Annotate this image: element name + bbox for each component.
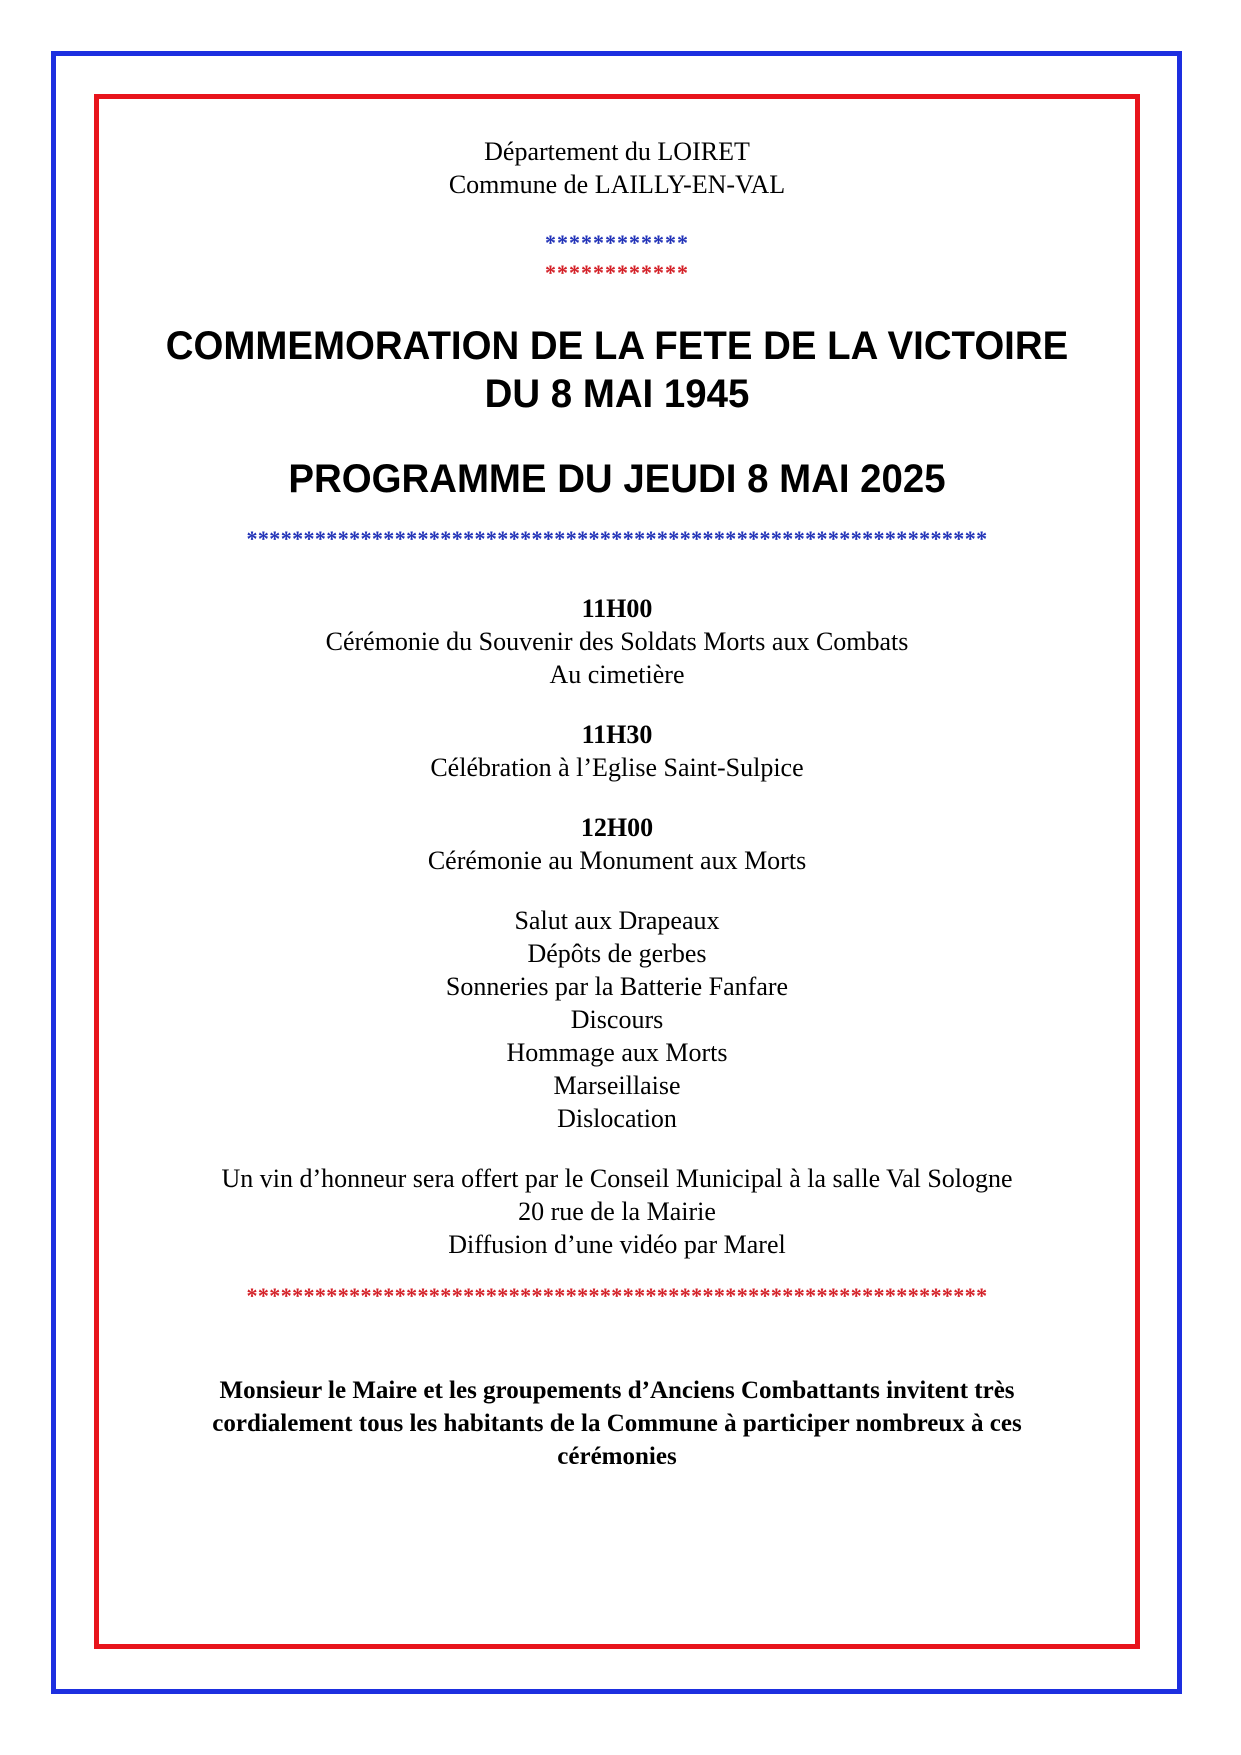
closing-line: Monsieur le Maire et les groupements d’Anciens Combattants invitent très — [219, 1377, 1015, 1404]
ceremony-step: Hommage aux Morts — [506, 1038, 728, 1067]
title-block — [99, 322, 1135, 503]
reception-video: Diffusion d’une vidéo par Marel — [448, 1230, 786, 1259]
reception-line: Un vin d’honneur sera offert par le Conseil Municipal à la salle Val Sologne — [221, 1164, 1013, 1193]
schedule-description: Célébration à l’Eglise Saint-Sulpice — [430, 753, 804, 782]
ceremony-step: Marseillaise — [553, 1071, 681, 1100]
ceremony-step: Dépôts de gerbes — [527, 939, 707, 968]
schedule-time: 12H00 — [580, 813, 654, 842]
schedule-item — [99, 718, 1135, 784]
ceremony-step: Salut aux Drapeaux — [514, 906, 720, 935]
schedule-item — [99, 592, 1135, 691]
commune-line: Commune de LAILLY-EN-VAL — [448, 170, 786, 199]
reception-address: 20 rue de la Mairie — [518, 1197, 716, 1226]
separator-short-blue: ************ — [545, 230, 689, 255]
closing-invitation — [99, 1374, 1135, 1473]
poster-content — [99, 99, 1135, 1473]
short-separators — [99, 228, 1135, 288]
programme-title: PROGRAMME DU JEUDI 8 MAI 2025 — [288, 457, 946, 501]
separator-short-red: ************ — [545, 260, 689, 285]
separator-long-blue: ***************************************************************** — [246, 526, 988, 551]
schedule-time: 11H00 — [581, 594, 653, 623]
separator-long-red: ***************************************************************** — [246, 1283, 988, 1308]
ceremony-step: Sonneries par la Batterie Fanfare — [445, 972, 789, 1001]
schedule-location: Au cimetière — [549, 660, 685, 689]
header-block — [99, 135, 1135, 201]
ceremony-step: Discours — [570, 1005, 664, 1034]
department-line: Département du LOIRET — [484, 137, 750, 166]
reception-block — [99, 1162, 1135, 1261]
ceremony-steps — [99, 904, 1135, 1135]
ceremony-step: Dislocation — [557, 1104, 677, 1133]
closing-line: cordialement tous les habitants de la Commune à participer nombreux à ces — [212, 1410, 1022, 1437]
schedule-description: Cérémonie du Souvenir des Soldats Morts aux Combats — [325, 627, 909, 656]
schedule-block — [99, 592, 1135, 877]
schedule-time: 11H30 — [581, 720, 653, 749]
main-title-line2: DU 8 MAI 1945 — [484, 372, 750, 416]
main-title-line1: COMMEMORATION DE LA FETE DE LA VICTOIRE — [165, 324, 1069, 368]
closing-line: cérémonies — [557, 1443, 677, 1470]
schedule-item — [99, 811, 1135, 877]
schedule-description: Cérémonie au Monument aux Morts — [427, 846, 807, 875]
